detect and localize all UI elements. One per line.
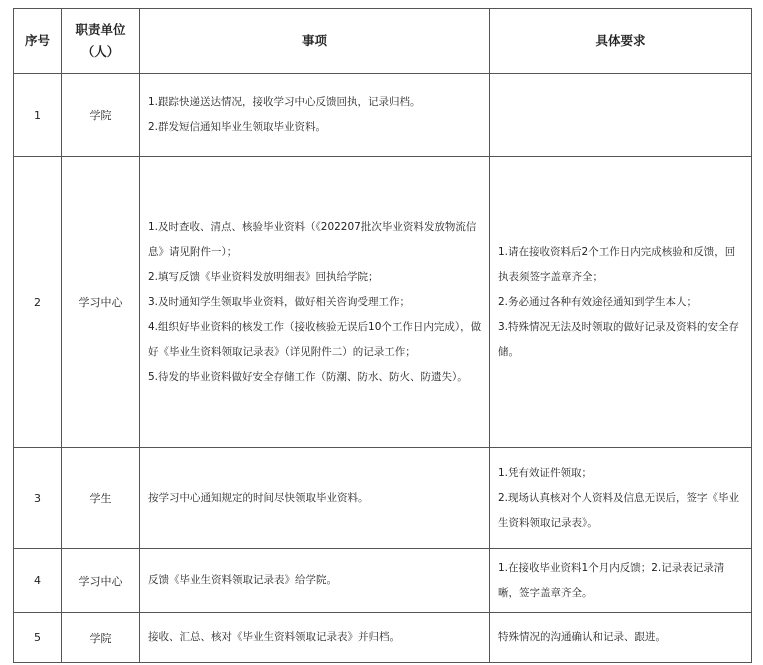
requirement-item: 2.现场认真核对个人资料及信息无误后，签字《毕业生资料领取记录表》。 <box>498 491 740 529</box>
matter-item: 按学习中心通知规定的时间尽快领取毕业资料。 <box>148 491 369 504</box>
header-unit-line1: 职责单位 <box>75 22 126 37</box>
row-matters <box>140 613 490 663</box>
matter-item: 4.组织好毕业资料的核发工作（接收核验无误后10个工作日内完成），做好《毕业生资料领取记录表》（详见附件二）的记录工作； <box>148 320 482 358</box>
requirement-item: 1.凭有效证件领取； <box>498 466 593 479</box>
table-row <box>14 448 752 549</box>
header-row <box>14 9 752 74</box>
row-index: 1 <box>14 74 62 157</box>
requirement-item: 2.务必通过各种有效途径通知到学生本人； <box>498 295 698 308</box>
responsibility-table <box>13 8 752 663</box>
header-unit <box>62 9 140 74</box>
matter-item: 1.及时查收、清点、核验毕业资料（《202207批次毕业资料发放物流信息》请见附件一）； <box>148 220 477 258</box>
row-index: 5 <box>14 613 62 663</box>
matter-item: 反馈《毕业生资料领取记录表》给学院。 <box>148 574 337 586</box>
row-index: 2 <box>14 157 62 448</box>
row-matters <box>140 448 490 549</box>
matter-item: 接收、汇总、核对《毕业生资料领取记录表》并归档。 <box>148 631 400 643</box>
header-matters: 事项 <box>140 9 490 74</box>
header-unit-line2: （人） <box>81 44 120 59</box>
row-requirements <box>490 157 752 448</box>
row-index: 3 <box>14 448 62 549</box>
row-requirements <box>490 613 752 663</box>
matter-item: 1.跟踪快递送达情况，接收学习中心反馈回执，记录归档。 <box>148 96 421 108</box>
matter-item: 3.及时通知学生领取毕业资料，做好相关咨询受理工作； <box>148 295 411 308</box>
row-requirements <box>490 74 752 157</box>
row-requirements <box>490 448 752 549</box>
requirement-item: 特殊情况的沟通确认和记录、跟进。 <box>498 631 666 643</box>
row-unit: 学习中心 <box>62 157 140 448</box>
matter-item: 2.群发短信通知毕业生领取毕业资料。 <box>148 121 327 133</box>
row-unit: 学院 <box>62 613 140 663</box>
requirement-item: 1.在接收毕业资料1个月内反馈；2.记录表记录清晰，签字盖章齐全。 <box>498 561 725 599</box>
row-requirements <box>490 549 752 613</box>
table-row <box>14 549 752 613</box>
row-index: 4 <box>14 549 62 613</box>
row-matters <box>140 157 490 448</box>
table-row <box>14 74 752 157</box>
requirement-item: 3.特殊情况无法及时领取的做好记录及资料的安全存储。 <box>498 320 740 358</box>
table-row <box>14 157 752 448</box>
row-matters <box>140 549 490 613</box>
matter-item: 5.待发的毕业资料做好安全存储工作（防潮、防水、防火、防遗失）。 <box>148 370 468 383</box>
matter-item: 2.填写反馈《毕业资料发放明细表》回执给学院； <box>148 270 379 283</box>
header-requirements: 具体要求 <box>490 9 752 74</box>
row-unit: 学院 <box>62 74 140 157</box>
row-unit: 学习中心 <box>62 549 140 613</box>
table-row <box>14 613 752 663</box>
row-matters <box>140 74 490 157</box>
row-unit: 学生 <box>62 448 140 549</box>
requirement-item: 1.请在接收资料后2个工作日内完成核验和反馈，回执表须签字盖章齐全； <box>498 245 736 283</box>
header-index: 序号 <box>14 9 62 74</box>
